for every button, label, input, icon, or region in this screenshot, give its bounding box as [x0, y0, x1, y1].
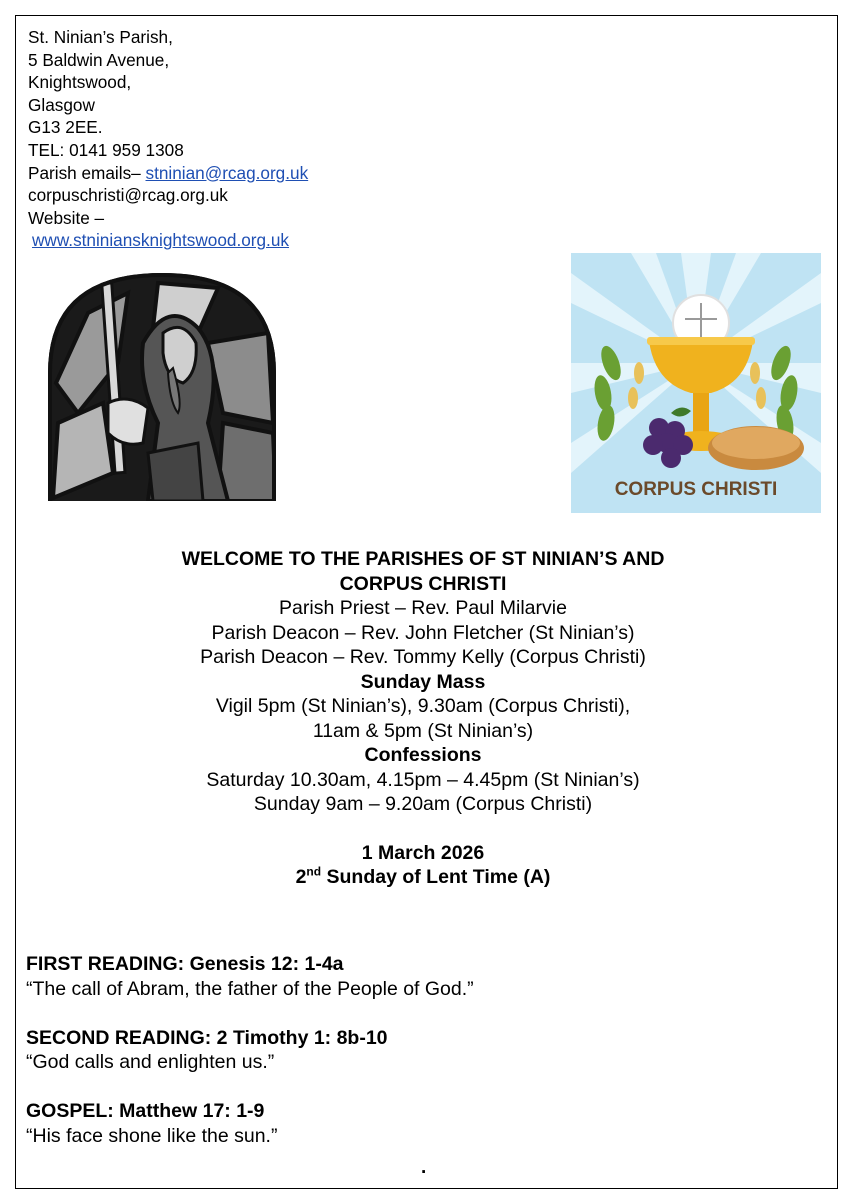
- emails-line: [28, 162, 308, 185]
- reading-summary: “God calls and enlighten us.”: [26, 1051, 275, 1073]
- welcome-section: [60, 547, 786, 890]
- footer-mark: .: [421, 1157, 427, 1178]
- email-link-stninian[interactable]: stninian@rcag.org.uk: [145, 162, 309, 183]
- website-link[interactable]: www.stniniansknightswood.org.uk: [32, 230, 289, 251]
- address-line: G13 2EE.: [28, 117, 103, 138]
- welcome-title-2: CORPUS CHRISTI: [339, 572, 507, 595]
- reading-summary: “His face shone like the sun.”: [26, 1124, 278, 1147]
- welcome-title: WELCOME TO THE PARISHES OF ST NINIAN’S AND: [181, 548, 665, 570]
- sunday-ordinal: nd: [306, 864, 322, 879]
- reading-second: [26, 1026, 816, 1075]
- address-line: St. Ninian’s Parish,: [28, 27, 173, 47]
- sunday-name: Sunday of Lent Time (A): [321, 866, 551, 888]
- confessions-heading: Confessions: [364, 744, 482, 766]
- website-label: Website –: [28, 207, 105, 228]
- corpus-christi-image: [571, 253, 821, 513]
- address-line: Knightswood,: [28, 72, 132, 93]
- corpus-christi-caption: CORPUS CHRISTI: [614, 479, 778, 500]
- parish-deacon-1: Parish Deacon – Rev. John Fletcher (St Ninian’s): [211, 621, 635, 644]
- confessions-times-2: Sunday 9am – 9.20am (Corpus Christi): [253, 793, 593, 815]
- reading-summary: “The call of Abram, the father of the People of God.”: [26, 977, 474, 1000]
- mass-times-1: Vigil 5pm (St Ninian’s), 9.30am (Corpus Christi),: [215, 695, 631, 717]
- reading-first: [26, 952, 816, 1001]
- parish-deacon-2: Parish Deacon – Rev. Tommy Kelly (Corpus Christi): [200, 646, 646, 668]
- mass-times-2: 11am & 5pm (St Ninian’s): [312, 719, 534, 742]
- parish-address: [28, 26, 308, 252]
- liturgical-day: [60, 865, 786, 890]
- reading-gospel: [26, 1099, 816, 1148]
- address-line: 5 Baldwin Avenue,: [28, 49, 170, 70]
- phone-line: TEL: 0141 959 1308: [28, 139, 184, 160]
- emails-label: Parish emails–: [28, 162, 146, 183]
- reading-heading: SECOND READING: 2 Timothy 1: 8b-10: [26, 1026, 388, 1049]
- confessions-times-1: Saturday 10.30am, 4.15pm – 4.45pm (St Ninian’s): [206, 768, 640, 791]
- bulletin-date: 1 March 2026: [361, 841, 485, 864]
- address-line: Glasgow: [28, 94, 95, 115]
- reading-heading: FIRST READING: Genesis 12: 1-4a: [26, 953, 344, 975]
- email-corpuschristi: corpuschristi@rcag.org.uk: [28, 185, 228, 206]
- stained-glass-saint-image: [48, 273, 276, 501]
- reading-heading: GOSPEL: Matthew 17: 1-9: [26, 1100, 265, 1122]
- sunday-mass-heading: Sunday Mass: [360, 670, 486, 693]
- parish-priest: Parish Priest – Rev. Paul Milarvie: [279, 597, 567, 619]
- sunday-number: 2: [295, 866, 307, 888]
- readings-section: [26, 952, 816, 1173]
